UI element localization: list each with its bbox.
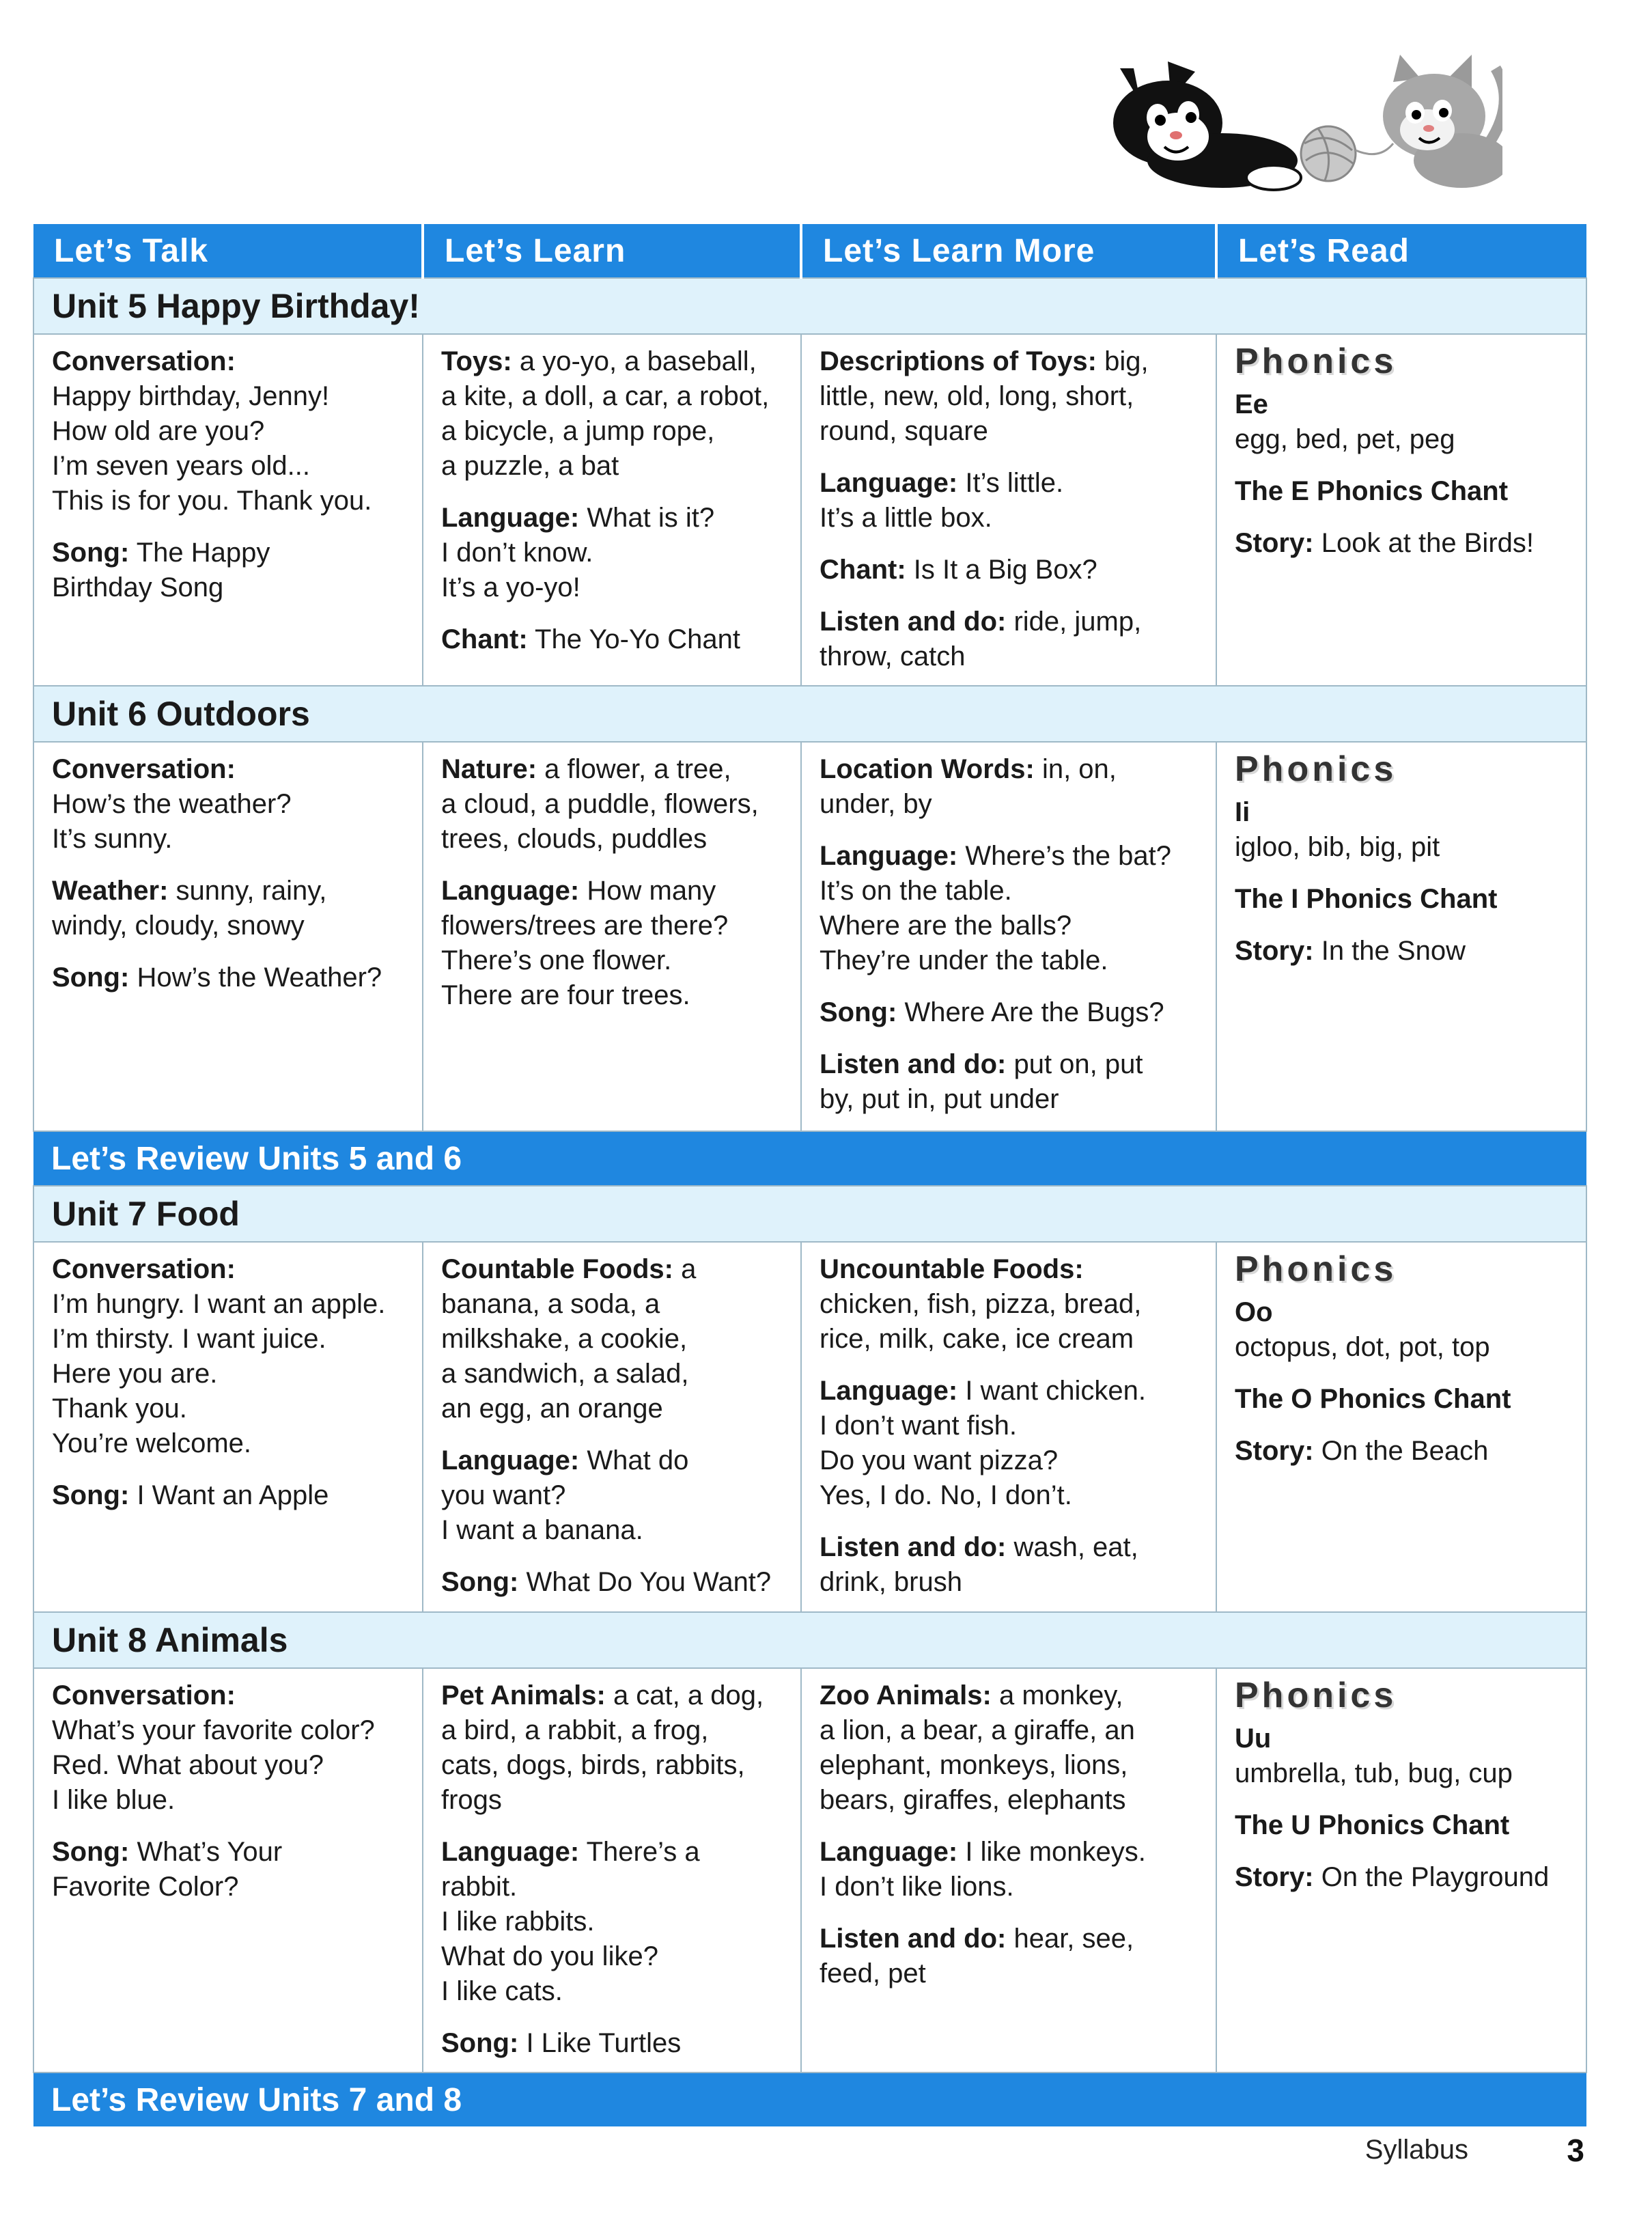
vocab-label: Countable Foods: bbox=[441, 1254, 673, 1284]
text-line: I’m seven years old... bbox=[52, 451, 310, 481]
conversation-label: Conversation: bbox=[52, 1680, 236, 1710]
text-line: How old are you? bbox=[52, 416, 265, 446]
text-line: I like rabbits. bbox=[441, 1907, 595, 1937]
phonics-heading: Phonics bbox=[1235, 1676, 1397, 1715]
yarn-ball-icon bbox=[1301, 126, 1393, 181]
learn-more-cell bbox=[801, 742, 1216, 1131]
text-line: I like blue. bbox=[52, 1785, 176, 1815]
song-label: Song: bbox=[52, 1480, 130, 1510]
text-line: flowers/trees are there? bbox=[441, 911, 729, 941]
review-title: Let’s Review Units 7 and 8 bbox=[33, 2073, 1586, 2126]
text-line: I like cats. bbox=[441, 1976, 563, 2006]
phonics-words: igloo, bib, big, pit bbox=[1235, 832, 1440, 862]
text-line: What Do You Want? bbox=[526, 1567, 772, 1597]
language-label: Language: bbox=[820, 841, 958, 871]
footer-label: Syllabus bbox=[1364, 2135, 1468, 2165]
text-line: I don’t want fish. bbox=[820, 1411, 1018, 1441]
phonics-letters: Ee bbox=[1235, 389, 1268, 419]
text-line: I’m hungry. I want an apple. bbox=[52, 1289, 386, 1319]
talk-cell bbox=[33, 334, 423, 686]
text-line: What do you like? bbox=[441, 1941, 658, 1971]
text-line: a flower, a tree, bbox=[544, 754, 731, 784]
learn-more-cell bbox=[801, 1668, 1216, 2073]
text-line: drink, brush bbox=[820, 1567, 962, 1597]
text-line: I want a banana. bbox=[441, 1515, 643, 1545]
review-title: Let’s Review Units 5 and 6 bbox=[33, 1131, 1586, 1186]
phonics-letters: Ii bbox=[1235, 797, 1250, 827]
story-title: On the Playground bbox=[1321, 1862, 1550, 1892]
unit-content-row bbox=[33, 1668, 1586, 2073]
phonics-chant: The E Phonics Chant bbox=[1235, 476, 1509, 506]
text-line: How’s the Weather? bbox=[137, 962, 382, 993]
text-line: a lion, a bear, a giraffe, an bbox=[820, 1715, 1135, 1745]
read-cell bbox=[1216, 334, 1586, 686]
col-header-read: Let’s Read bbox=[1216, 224, 1586, 278]
phonics-chant: The U Phonics Chant bbox=[1235, 1810, 1510, 1840]
text-line: sunny, rainy, bbox=[176, 876, 327, 906]
text-line: frogs bbox=[441, 1785, 502, 1815]
text-line: chicken, fish, pizza, bread, bbox=[820, 1289, 1142, 1319]
text-line: banana, a soda, a bbox=[441, 1289, 660, 1319]
language-label: Language: bbox=[441, 1445, 580, 1475]
talk-cell bbox=[33, 1242, 423, 1612]
text-line: a bird, a rabbit, a frog, bbox=[441, 1715, 709, 1745]
unit-title: Unit 6 Outdoors bbox=[33, 686, 1586, 742]
language-label: Language: bbox=[441, 876, 580, 906]
phonics-heading: Phonics bbox=[1235, 749, 1397, 789]
text-line: a monkey, bbox=[998, 1680, 1123, 1710]
unit-title-row bbox=[33, 1612, 1586, 1668]
phonics-letters: Uu bbox=[1235, 1723, 1272, 1753]
text-line: rice, milk, cake, ice cream bbox=[820, 1324, 1134, 1354]
chant-label: Chant: bbox=[820, 555, 906, 585]
text-line: This is for you. Thank you. bbox=[52, 486, 372, 516]
text-line: Where Are the Bugs? bbox=[904, 997, 1164, 1027]
text-line: What’s Your bbox=[137, 1837, 283, 1867]
text-line: round, square bbox=[820, 416, 988, 446]
syllabus-table bbox=[33, 224, 1587, 2126]
read-cell bbox=[1216, 1668, 1586, 2073]
vocab-label: Pet Animals: bbox=[441, 1680, 606, 1710]
text-line: elephant, monkeys, lions, bbox=[820, 1750, 1128, 1780]
text-line: It’s a little box. bbox=[820, 503, 992, 533]
text-line: milkshake, a cookie, bbox=[441, 1324, 688, 1354]
song-label: Song: bbox=[441, 2028, 519, 2058]
text-line: I want chicken. bbox=[965, 1376, 1146, 1406]
text-line: You’re welcome. bbox=[52, 1428, 252, 1458]
language-label: Language: bbox=[441, 1837, 580, 1867]
read-cell bbox=[1216, 742, 1586, 1131]
text-line: a sandwich, a salad, bbox=[441, 1359, 689, 1389]
text-line: The Yo-Yo Chant bbox=[535, 624, 741, 654]
text-line: put on, put bbox=[1013, 1049, 1143, 1079]
language-label: Language: bbox=[820, 1376, 958, 1406]
song-label: Song: bbox=[52, 962, 130, 993]
text-line: hear, see, bbox=[1013, 1924, 1134, 1954]
text-line: There’s one flower. bbox=[441, 945, 672, 975]
text-line: ride, jump, bbox=[1013, 607, 1142, 637]
vocab-label: Uncountable Foods: bbox=[820, 1254, 1084, 1284]
language-label: Language: bbox=[820, 468, 958, 498]
unit-title: Unit 5 Happy Birthday! bbox=[33, 278, 1586, 334]
story-label: Story: bbox=[1235, 1436, 1314, 1466]
story-label: Story: bbox=[1235, 1862, 1314, 1892]
text-line: a cat, a dog, bbox=[613, 1680, 764, 1710]
text-line: in, on, bbox=[1041, 754, 1117, 784]
weather-label: Weather: bbox=[52, 876, 169, 906]
text-line: Do you want pizza? bbox=[820, 1445, 1059, 1475]
text-line: Is It a Big Box? bbox=[913, 555, 1097, 585]
phonics-letters: Oo bbox=[1235, 1297, 1273, 1327]
text-line: It’s a yo-yo! bbox=[441, 572, 580, 602]
text-line: a puzzle, a bat bbox=[441, 451, 619, 481]
language-label: Language: bbox=[820, 1837, 958, 1867]
unit-content-row bbox=[33, 1242, 1586, 1612]
text-line: What’s your favorite color? bbox=[52, 1715, 375, 1745]
text-line: a kite, a doll, a car, a robot, bbox=[441, 381, 770, 411]
text-line: The Happy bbox=[136, 538, 270, 568]
text-line: Birthday Song bbox=[52, 572, 224, 602]
text-line: It’s little. bbox=[965, 468, 1064, 498]
text-line: Favorite Color? bbox=[52, 1872, 239, 1902]
text-line: I don’t like lions. bbox=[820, 1872, 1014, 1902]
story-title: Look at the Birds! bbox=[1321, 528, 1534, 558]
text-line: cats, dogs, birds, rabbits, bbox=[441, 1750, 745, 1780]
text-line: Yes, I do. No, I don’t. bbox=[820, 1480, 1072, 1510]
col-header-learn: Let’s Learn bbox=[423, 224, 801, 278]
unit-title-row bbox=[33, 278, 1586, 334]
text-line: I Want an Apple bbox=[137, 1480, 329, 1510]
column-header-row bbox=[33, 224, 1586, 278]
listen-label: Listen and do: bbox=[820, 1532, 1007, 1562]
vocab-label: Zoo Animals: bbox=[820, 1680, 992, 1710]
read-cell bbox=[1216, 1242, 1586, 1612]
text-line: Here you are. bbox=[52, 1359, 218, 1389]
text-line: a cloud, a puddle, flowers, bbox=[441, 789, 759, 819]
text-line: a bicycle, a jump rope, bbox=[441, 416, 715, 446]
col-header-learn-more: Let’s Learn More bbox=[801, 224, 1216, 278]
text-line: I Like Turtles bbox=[526, 2028, 682, 2058]
text-line: feed, pet bbox=[820, 1958, 926, 1988]
conversation-label: Conversation: bbox=[52, 1254, 236, 1284]
learn-cell bbox=[423, 742, 801, 1131]
text-line: Where’s the bat? bbox=[965, 841, 1172, 871]
unit-title-row bbox=[33, 1186, 1586, 1242]
text-line: It’s sunny. bbox=[52, 824, 173, 854]
text-line: They’re under the table. bbox=[820, 945, 1108, 975]
story-title: In the Snow bbox=[1321, 936, 1466, 966]
text-line: What is it? bbox=[587, 503, 715, 533]
text-line: you want? bbox=[441, 1480, 566, 1510]
learn-more-cell bbox=[801, 334, 1216, 686]
phonics-words: octopus, dot, pot, top bbox=[1235, 1332, 1490, 1362]
text-line: How’s the weather? bbox=[52, 789, 292, 819]
song-label: Song: bbox=[52, 1837, 130, 1867]
phonics-chant: The I Phonics Chant bbox=[1235, 884, 1498, 914]
vocab-label: Toys: bbox=[441, 346, 512, 376]
phonics-words: egg, bed, pet, peg bbox=[1235, 424, 1455, 454]
col-header-talk: Let’s Talk bbox=[33, 224, 423, 278]
phonics-chant: The O Phonics Chant bbox=[1235, 1384, 1511, 1414]
page-number: 3 bbox=[1567, 2133, 1584, 2168]
black-cat-icon bbox=[1113, 61, 1301, 190]
text-line: There’s a bbox=[586, 1837, 700, 1867]
talk-cell bbox=[33, 1668, 423, 2073]
text-line: What do bbox=[587, 1445, 689, 1475]
language-label: Language: bbox=[441, 503, 580, 533]
vocab-label: Nature: bbox=[441, 754, 537, 784]
conversation-label: Conversation: bbox=[52, 754, 236, 784]
vocab-label: Location Words: bbox=[820, 754, 1035, 784]
story-label: Story: bbox=[1235, 528, 1314, 558]
text-line: I’m thirsty. I want juice. bbox=[52, 1324, 326, 1354]
text-line: I don’t know. bbox=[441, 538, 593, 568]
song-label: Song: bbox=[820, 997, 897, 1027]
learn-cell bbox=[423, 334, 801, 686]
learn-more-cell bbox=[801, 1242, 1216, 1612]
listen-label: Listen and do: bbox=[820, 1924, 1007, 1954]
text-line: windy, cloudy, snowy bbox=[52, 911, 305, 941]
unit-title: Unit 7 Food bbox=[33, 1186, 1586, 1242]
story-label: Story: bbox=[1235, 936, 1314, 966]
story-title: On the Beach bbox=[1321, 1436, 1489, 1466]
grey-cat-icon bbox=[1383, 55, 1502, 188]
unit-content-row bbox=[33, 742, 1586, 1131]
text-line: throw, catch bbox=[820, 641, 966, 671]
text-line: There are four trees. bbox=[441, 980, 690, 1010]
conversation-label: Conversation: bbox=[52, 346, 236, 376]
unit-title: Unit 8 Animals bbox=[33, 1612, 1586, 1668]
listen-label: Listen and do: bbox=[820, 607, 1007, 637]
text-line: big, bbox=[1104, 346, 1149, 376]
text-line: an egg, an orange bbox=[441, 1394, 663, 1424]
song-label: Song: bbox=[441, 1567, 519, 1597]
phonics-heading: Phonics bbox=[1235, 1249, 1397, 1289]
unit-title-row bbox=[33, 686, 1586, 742]
song-label: Song: bbox=[52, 538, 130, 568]
cats-illustration bbox=[1093, 41, 1502, 198]
text-line: Happy birthday, Jenny! bbox=[52, 381, 330, 411]
text-line: rabbit. bbox=[441, 1872, 518, 1902]
text-line: under, by bbox=[820, 789, 932, 819]
text-line: It’s on the table. bbox=[820, 876, 1012, 906]
phonics-words: umbrella, tub, bug, cup bbox=[1235, 1758, 1513, 1788]
page-footer bbox=[1298, 2135, 1584, 2176]
text-line: bears, giraffes, elephants bbox=[820, 1785, 1126, 1815]
learn-cell bbox=[423, 1242, 801, 1612]
listen-label: Listen and do: bbox=[820, 1049, 1007, 1079]
text-line: a yo-yo, a baseball, bbox=[519, 346, 757, 376]
review-row bbox=[33, 1131, 1586, 1186]
text-line: little, new, old, long, short, bbox=[820, 381, 1134, 411]
text-line: by, put in, put under bbox=[820, 1084, 1059, 1114]
review-row bbox=[33, 2073, 1586, 2126]
vocab-label: Descriptions of Toys: bbox=[820, 346, 1097, 376]
text-line: trees, clouds, puddles bbox=[441, 824, 708, 854]
learn-cell bbox=[423, 1668, 801, 2073]
text-line: I like monkeys. bbox=[965, 1837, 1146, 1867]
text-line: Thank you. bbox=[52, 1394, 187, 1424]
unit-content-row bbox=[33, 334, 1586, 686]
talk-cell bbox=[33, 742, 423, 1131]
text-line: Where are the balls? bbox=[820, 911, 1072, 941]
text-line: How many bbox=[587, 876, 716, 906]
text-line: Red. What about you? bbox=[52, 1750, 324, 1780]
phonics-heading: Phonics bbox=[1235, 342, 1397, 381]
chant-label: Chant: bbox=[441, 624, 528, 654]
text-line: a bbox=[681, 1254, 697, 1284]
text-line: wash, eat, bbox=[1013, 1532, 1138, 1562]
